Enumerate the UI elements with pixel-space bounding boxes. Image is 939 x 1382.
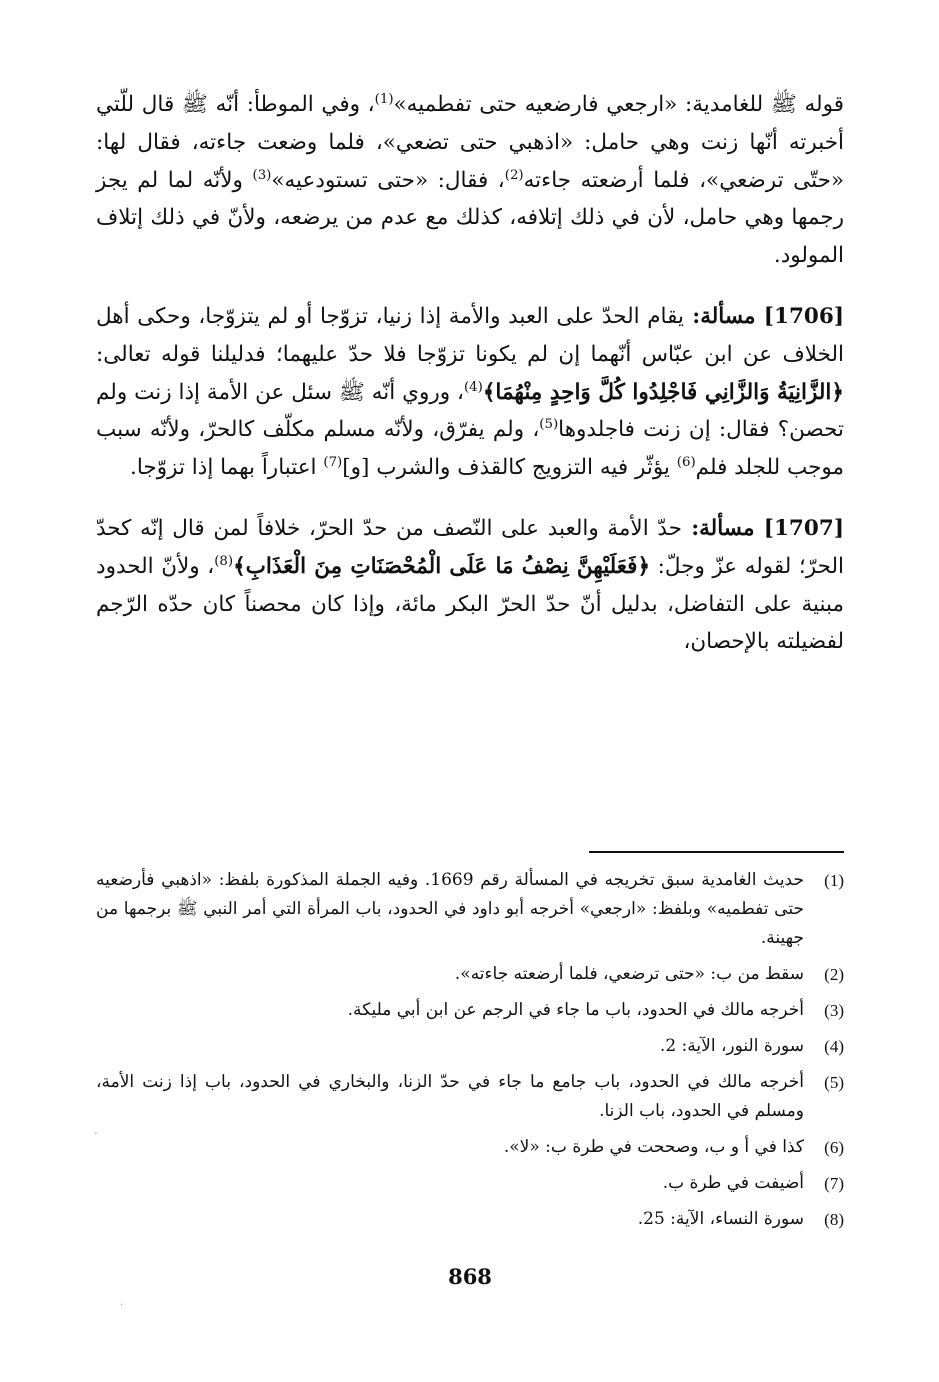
footnote-text: أخرجه مالك في الحدود، باب ما جاء في الرجم عن ابن أبي مليكة. [347,1000,804,1020]
footnote-text: كذا في أ و ب، وصححت في طرة ب: «لا». [503,1137,804,1157]
text-segment: حدّ الأمة والعبد على النّصف من حدّ الحرّ، خلافاً لمن قال إنّه كحدّ الحرّ؛ لقوله عزّ وجلّ: [96,515,844,579]
footnote-ref[interactable]: (2) [504,167,524,183]
footnote-item [96,1205,844,1234]
text-segment: اعتباراً بهما إذا تزوّجا. [130,455,324,481]
text-segment: قوله ﷺ للغامدية: «ارجعي فارضعيه حتى تفطميه» [393,92,844,117]
paragraph-1 [96,86,844,275]
footnote-ref[interactable]: (1) [374,91,394,107]
paragraph-issue-1706 [96,298,844,487]
footnote-item [96,866,844,953]
footnote-text: سورة النور، الآية: 2. [659,1036,804,1056]
footnote-separator [589,851,844,853]
text-segment: يؤثّر فيه التزويج كالقذف والشرب [و] [342,455,677,481]
footnote-text: أضيفت في طرة ب. [662,1173,804,1193]
issue-heading: [1706] مسألة: [683,303,845,329]
footnote-ref[interactable]: (7) [323,455,343,471]
scan-speck: - [94,1128,98,1139]
footnote-ref[interactable]: (5) [539,417,559,433]
footnote-item [96,1068,844,1126]
quran-verse: ﴿الزَّانِيَةُ وَالزَّانِي فَاجْلِدُوا كُلَّ وَاحِدٍ مِنْهُمَا﴾ [482,379,844,405]
footnote-text: سورة النساء، الآية: 25. [637,1209,804,1229]
text-segment: ، ولم يفرّق، ولأنّه مسلم مكلّف كالحرّ، ولأنّه سبب موجب للجلد فلم [96,417,844,481]
footnote-number: (7) [824,1174,844,1193]
footnote-item [96,1169,844,1198]
footnote-ref[interactable]: (6) [676,455,696,471]
footnote-text: أخرجه مالك في الحدود، باب جامع ما جاء في حدّ الزنا، والبخاري في الحدود، باب إذا زنت الأمة، ومسلم في الحدود، باب الزنا. [96,1072,804,1121]
issue-heading: [1707] مسألة: [681,515,844,541]
text-segment: يقام الحدّ على العبد والأمة إذا زنيا، تزوّجا أو لم يتزوّجا، وحكى أهل الخلاف عن ابن عبّاس أنّهما إن لم يكونا تزوّجا فلا حدّ عليهما؛ فدليلنا قوله تعالى: [96,303,844,367]
text-segment: ، فقال: «حتى تستودعيه» [271,167,505,193]
footnote-number: (8) [824,1210,844,1229]
footnote-number: (1) [824,871,844,890]
footnote-item [96,960,844,989]
footnote-number: (6) [824,1138,844,1157]
scan-speck: · [120,1300,124,1311]
quran-verse: ﴿فَعَلَيْهِنَّ نِصْفُ مَا عَلَى الْمُحْصَنَاتِ مِنَ الْعَذَابِ﴾ [233,553,651,579]
main-text [96,86,844,661]
book-page [96,86,844,1366]
footnote-ref[interactable]: (3) [252,167,272,183]
text-segment: ، ولأنّ الحدود مبنية على التفاضل، بدليل أنّ حدّ الحرّ البكر مائة، وإذا كان محصناً كان حدّه الرّجم لفضيلته بالإحصان، [96,553,844,655]
text-segment: ، وروي أنّه ﷺ سئل عن الأمة إذا زنت ولم تحصن؟ فقال: إن زنت فاجلدوها [96,379,844,443]
footnote-number: (3) [824,1001,844,1020]
footnote-item [96,1032,844,1061]
footnote-ref[interactable]: (8) [214,553,234,569]
footnote-ref[interactable]: (4) [463,379,483,395]
paragraph-issue-1707 [96,510,844,661]
footnote-number: (5) [824,1073,844,1092]
footnote-text: حديث الغامدية سبق تخريجه في المسألة رقم 1669. وفيه الجملة المذكورة بلفظ: «اذهبي فأرضعيه حتى تفطميه» وبلفظ: «ارجعي» أخرجه أبو داود في الحدود، باب المرأة التي أمر النبي ﷺ برجمها من جهينة. [96,870,804,948]
footnotes-list [96,866,844,1241]
text-segment: ولأنّه لما لم يجز رجمها وهي حامل، لأن في ذلك إتلافه، كذلك مع عدم من يرضعه، ولأنّ في ذلك إتلاف المولود. [96,167,844,269]
footnote-number: (2) [824,965,844,984]
footnote-text: سقط من ب: «حتى ترضعي، فلما أرضعته جاءته». [454,964,804,984]
footnote-number: (4) [824,1037,844,1056]
page-number: 868 [448,1264,492,1289]
footnote-item [96,1133,844,1162]
footnote-item [96,996,844,1025]
text-segment: ، وفي الموطأ: أنّه ﷺ قال للّتي أخبرته أنّها زنت وهي حامل: «اذهبي حتى تضعي»، فلما وضعت جاءته، فقال لها: «حتّى ترضعي»، فلما أرضعته جاءته [96,92,845,193]
